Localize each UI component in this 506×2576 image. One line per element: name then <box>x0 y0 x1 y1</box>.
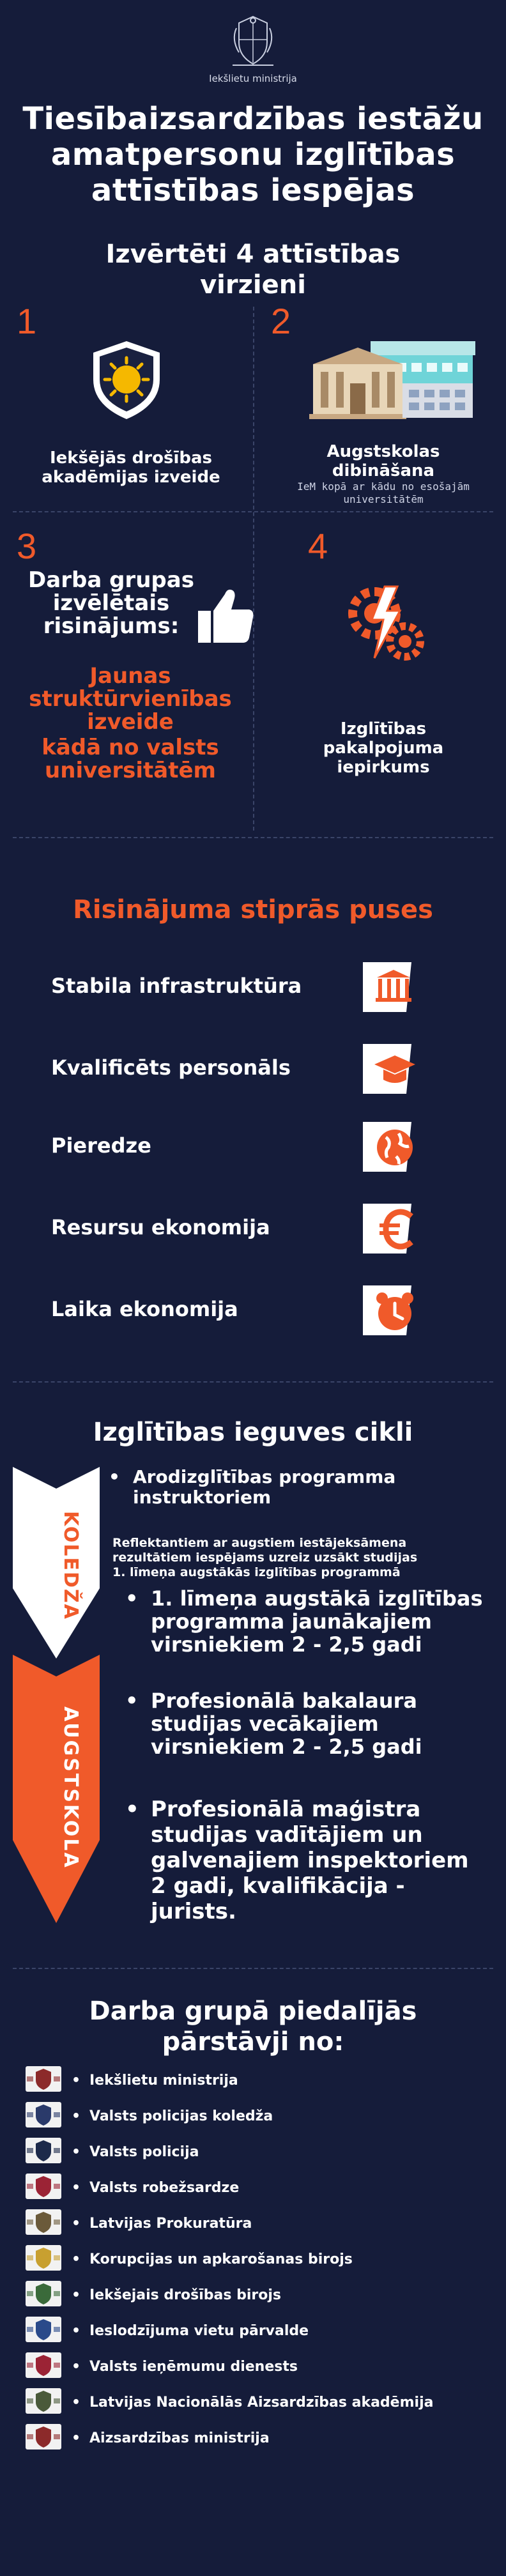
institution-emblem-icon <box>26 2209 61 2235</box>
member-name: Ieslodzījuma vietu pārvalde <box>89 2323 309 2339</box>
page-title-line1: Tiesībaizsardzības iestāžu <box>22 101 484 137</box>
cycle-bullet-4 <box>125 1797 489 1924</box>
bullet-dot: • <box>125 1586 139 1611</box>
chosen-solution-line4: kādā no valsts <box>42 735 219 760</box>
section-divider-2 <box>13 1381 493 1383</box>
direction-note-2-line2: universitātēm <box>343 493 424 505</box>
institution-emblem-icon <box>26 2281 61 2306</box>
member-name: Valsts ieņēmumu dienests <box>89 2359 298 2375</box>
cycle-bullet-4-line1: Profesionālā maģistra <box>151 1797 421 1822</box>
university-arrow-label: AUGSTSKOLA <box>59 1706 82 1869</box>
direction-note-2 <box>268 480 498 506</box>
chosen-solution-line5: universitātēm <box>45 758 216 783</box>
direction-label-2-line1: Augstskolas <box>326 442 440 461</box>
direction-label-3-line1: Darba grupas <box>28 567 194 593</box>
member-name: Valsts robežsardze <box>89 2180 240 2196</box>
coat-of-arms-icon <box>227 14 279 68</box>
cycle-bullet-2-line2: programma jaunākajiem <box>151 1609 432 1634</box>
member-name: Latvijas Prokuratūra <box>89 2216 252 2232</box>
member-row <box>26 2245 486 2273</box>
chosen-solution-line3: izveide <box>87 709 174 735</box>
strength-item <box>51 1040 460 1098</box>
institution-emblem-icon <box>26 2317 61 2342</box>
directions-heading <box>0 239 506 300</box>
strength-label: Stabila infrastruktūra <box>51 974 302 998</box>
bullet-dot: • <box>72 2251 81 2267</box>
member-name: Latvijas Nacionālās Aizsardzības akadēmija <box>89 2395 434 2411</box>
cycle-bullet-3-line3: virsniekiem 2 - 2,5 gadi <box>151 1735 422 1759</box>
institution-emblem-icon <box>26 2388 61 2414</box>
bullet-dot: • <box>72 2108 81 2124</box>
institution-emblem-icon <box>26 2066 61 2092</box>
strength-label: Resursu ekonomija <box>51 1215 270 1239</box>
member-name: Korupcijas un apkarošanas birojs <box>89 2251 353 2267</box>
grid-divider-vertical <box>253 307 254 831</box>
bullet-dot: • <box>72 2073 81 2089</box>
bullet-dot: • <box>72 2395 81 2411</box>
member-row <box>26 2424 486 2452</box>
institution-emblem-icon <box>26 2424 61 2450</box>
cycle-bullet-3-line1: Profesionālā bakalaura <box>151 1689 418 1713</box>
page-title-line2: amatpersonu izglītības <box>50 137 456 172</box>
direction-label-4-line3: iepirkums <box>337 758 430 777</box>
direction-note-2-line1: IeM kopā ar kādu no esošajām <box>297 480 470 493</box>
direction-label-4-line2: pakalpojuma <box>323 739 444 758</box>
gears-icon <box>339 575 434 671</box>
strength-label: Kvalificēts personāls <box>51 1055 291 1080</box>
strength-label: Pieredze <box>51 1133 151 1158</box>
bullet-dot: • <box>72 2287 81 2303</box>
institution-emblem-icon <box>26 2352 61 2378</box>
member-row <box>26 2388 486 2416</box>
member-row <box>26 2209 486 2237</box>
college-arrow-label: KOLEDŽA <box>59 1510 82 1620</box>
directions-heading-line1: Izvērtēti 4 attīstības <box>105 240 401 269</box>
direction-label-4-line1: Izglītības <box>340 719 427 739</box>
strength-label: Laika ekonomija <box>51 1297 238 1321</box>
member-name: Iekšlietu ministrija <box>89 2073 238 2089</box>
bullet-dot: • <box>72 2216 81 2232</box>
member-name: Iekšejais drošības birojs <box>89 2287 282 2303</box>
cycles-note-line2: rezultātiem iespējams uzreiz uzsākt studijas <box>112 1551 418 1565</box>
member-row <box>26 2102 486 2130</box>
direction-label-1-line2: akadēmijas izveide <box>42 468 220 487</box>
direction-number-4: 4 <box>308 526 328 566</box>
direction-label-1-line1: Iekšējās drošības <box>49 448 212 468</box>
institution-emblem-icon <box>26 2138 61 2163</box>
bullet-dot: • <box>72 2180 81 2196</box>
cycles-heading: Izglītības ieguves cikli <box>93 1418 413 1447</box>
cycle-bullet-1 <box>109 1467 486 1508</box>
direction-number-1: 1 <box>17 301 37 341</box>
bullet-dot: • <box>109 1466 120 1487</box>
shield-sun-icon <box>89 339 164 422</box>
member-row <box>26 2174 486 2202</box>
member-name: Aizsardzības ministrija <box>89 2430 270 2446</box>
member-name: Valsts policijas koledža <box>89 2108 273 2124</box>
direction-label-2-line2: dibināšana <box>332 461 435 480</box>
graduation-cap-icon <box>358 1040 419 1098</box>
euro-icon <box>358 1200 419 1257</box>
member-name: Valsts policija <box>89 2144 199 2160</box>
institution-emblem-icon <box>26 2174 61 2199</box>
cycles-note <box>112 1536 496 1580</box>
cycle-bullet-1-line1: Arodizglītības programma <box>133 1466 396 1487</box>
strength-item <box>51 1118 460 1176</box>
section-divider-3 <box>13 1968 493 1969</box>
cycle-bullet-1-line2: instruktoriem <box>133 1487 272 1508</box>
bullet-dot: • <box>72 2323 81 2339</box>
page-title-line3: attīstības iespējas <box>91 172 415 208</box>
strength-item <box>51 958 460 1016</box>
section-divider-1 <box>13 837 493 838</box>
cycles-note-line1: Reflektantiem ar augstiem iestājeksāmena <box>112 1536 407 1550</box>
ministry-label: Iekšlietu ministrija <box>209 73 297 84</box>
cycle-bullet-3 <box>125 1689 489 1758</box>
bullet-dot: • <box>72 2430 81 2446</box>
page-title <box>0 101 506 208</box>
members-heading-line1: Darba grupā piedalījās <box>89 1997 417 2026</box>
direction-label-3 <box>15 569 207 638</box>
direction-label-2 <box>275 442 492 480</box>
members-heading <box>0 1996 506 2057</box>
chosen-solution-line1: Jaunas <box>89 663 171 689</box>
strength-item <box>51 1200 460 1257</box>
cycle-bullet-3-line2: studijas vecākajiem <box>151 1712 379 1736</box>
cycle-bullet-2-line3: virsniekiem 2 - 2,5 gadi <box>151 1632 422 1657</box>
direction-number-2: 2 <box>271 301 291 341</box>
bullet-dot: • <box>125 1797 139 1822</box>
member-row <box>26 2317 486 2345</box>
institution-emblem-icon <box>26 2245 61 2271</box>
bullet-dot: • <box>72 2144 81 2160</box>
buildings-icon <box>307 339 479 422</box>
direction-number-3: 3 <box>17 526 37 566</box>
member-row <box>26 2352 486 2380</box>
member-row <box>26 2281 486 2309</box>
bullet-dot: • <box>125 1689 139 1713</box>
institution-emblem-icon <box>26 2102 61 2128</box>
bullet-dot: • <box>72 2359 81 2375</box>
member-row <box>26 2138 486 2166</box>
members-heading-line2: pārstāvji no: <box>162 2027 344 2057</box>
cycle-bullet-2 <box>125 1587 489 1656</box>
cycle-bullet-4-line3: galvenajiem inspektoriem <box>151 1848 469 1873</box>
cycle-bullet-4-line5: jurists. <box>151 1899 236 1924</box>
chosen-solution-highlight <box>15 664 245 782</box>
thumbs-up-icon <box>192 581 258 648</box>
chosen-solution-line2: struktūrvienības <box>29 686 232 712</box>
direction-label-4 <box>281 719 486 777</box>
building-icon <box>358 958 419 1016</box>
direction-label-3-line2: izvēlētais <box>52 590 170 616</box>
direction-label-3-line3: risinājums: <box>43 613 180 639</box>
alarm-clock-icon <box>358 1282 419 1339</box>
cycle-bullet-2-line1: 1. līmeņa augstākā izglītības <box>151 1586 483 1611</box>
direction-label-1 <box>26 448 236 487</box>
cycle-bullet-4-line4: 2 gadi, kvalifikācija - <box>151 1873 405 1899</box>
globe-icon <box>358 1118 419 1176</box>
directions-heading-line2: virzieni <box>200 270 306 300</box>
cycle-bullet-4-line2: studijas vadītājiem un <box>151 1822 423 1848</box>
grid-divider-horizontal <box>13 511 493 512</box>
cycles-note-line3: 1. līmeņa augstākās izglītības programmā <box>112 1565 401 1579</box>
member-row <box>26 2066 486 2094</box>
strengths-heading: Risinājuma stiprās puses <box>73 895 433 924</box>
strength-item <box>51 1282 460 1339</box>
